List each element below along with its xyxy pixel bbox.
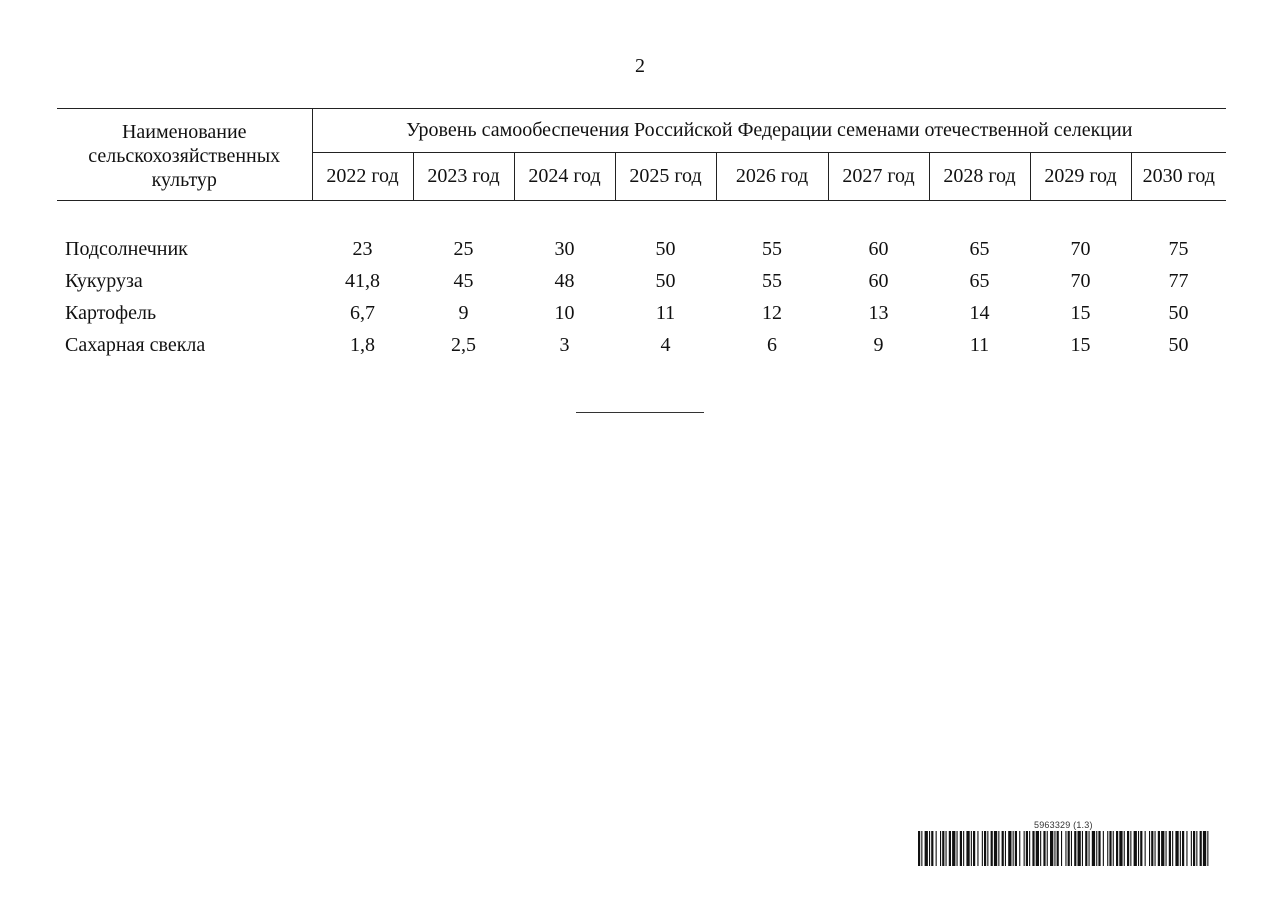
- year-header: 2029 год: [1030, 153, 1131, 201]
- value-cell: 3: [559, 333, 570, 356]
- value-cell: 50: [655, 269, 676, 292]
- crop-name-header: Наименование сельскохозяйственных культур: [57, 109, 312, 201]
- value-cell: 55: [762, 237, 782, 260]
- table-header-row: [57, 109, 1226, 153]
- value-cell: 11: [969, 333, 990, 356]
- value-cell: 30: [554, 237, 575, 260]
- value-cell: 23: [352, 237, 373, 260]
- value-cell: 41,8: [345, 269, 380, 292]
- value-cell: 9: [873, 333, 884, 356]
- value-cell: 25: [453, 237, 474, 260]
- value-cell: 9: [458, 301, 469, 324]
- year-header: 2028 год: [929, 153, 1030, 201]
- barcode-icon: [918, 831, 1210, 866]
- year-header: 2026 год: [716, 153, 828, 201]
- self-sufficiency-table: [57, 108, 1226, 361]
- value-cell: 60: [868, 237, 889, 260]
- table-row: [57, 329, 1226, 361]
- table-row: [57, 265, 1226, 297]
- value-cell: 6: [767, 333, 777, 356]
- crop-name: Кукуруза: [65, 269, 143, 292]
- year-header: 2025 год: [615, 153, 716, 201]
- value-cell: 12: [762, 301, 782, 324]
- value-cell: 1,8: [350, 333, 375, 356]
- value-cell: 10: [554, 301, 575, 324]
- year-header: 2024 год: [514, 153, 615, 201]
- value-cell: 11: [655, 301, 676, 324]
- value-cell: 50: [655, 237, 676, 260]
- value-cell: 14: [969, 301, 990, 324]
- crop-name: Сахарная свекла: [65, 333, 206, 356]
- value-cell: 70: [1070, 237, 1091, 260]
- value-cell: 6,7: [350, 301, 375, 324]
- table-row: [57, 233, 1226, 265]
- value-cell: 48: [554, 269, 575, 292]
- value-cell: 15: [1070, 301, 1091, 324]
- value-cell: 65: [969, 269, 990, 292]
- barcode-number: 5963329 (1.3): [1034, 820, 1093, 830]
- value-cell: 50: [1168, 301, 1189, 324]
- year-header: 2027 год: [828, 153, 929, 201]
- value-cell: 45: [453, 269, 474, 292]
- value-cell: 60: [868, 269, 889, 292]
- crop-name: Подсолнечник: [65, 237, 188, 260]
- self-sufficiency-header: Уровень самообеспечения Российской Федерации семенами отечественной селекции: [312, 109, 1226, 153]
- crop-name: Картофель: [65, 301, 157, 324]
- value-cell: 65: [969, 237, 990, 260]
- year-header: 2022 год: [312, 153, 413, 201]
- value-cell: 70: [1070, 269, 1091, 292]
- value-cell: 4: [660, 333, 671, 356]
- value-cell: 13: [868, 301, 889, 324]
- value-cell: 50: [1168, 333, 1189, 356]
- value-cell: 75: [1168, 237, 1189, 260]
- value-cell: 2,5: [451, 333, 476, 356]
- value-cell: 55: [762, 269, 782, 292]
- value-cell: 77: [1168, 269, 1189, 292]
- year-header: 2023 год: [413, 153, 514, 201]
- year-header: 2030 год: [1131, 153, 1226, 201]
- table-row: [57, 297, 1226, 329]
- end-of-document-line: [576, 412, 704, 413]
- value-cell: 15: [1070, 333, 1091, 356]
- page-number: 2: [635, 55, 645, 77]
